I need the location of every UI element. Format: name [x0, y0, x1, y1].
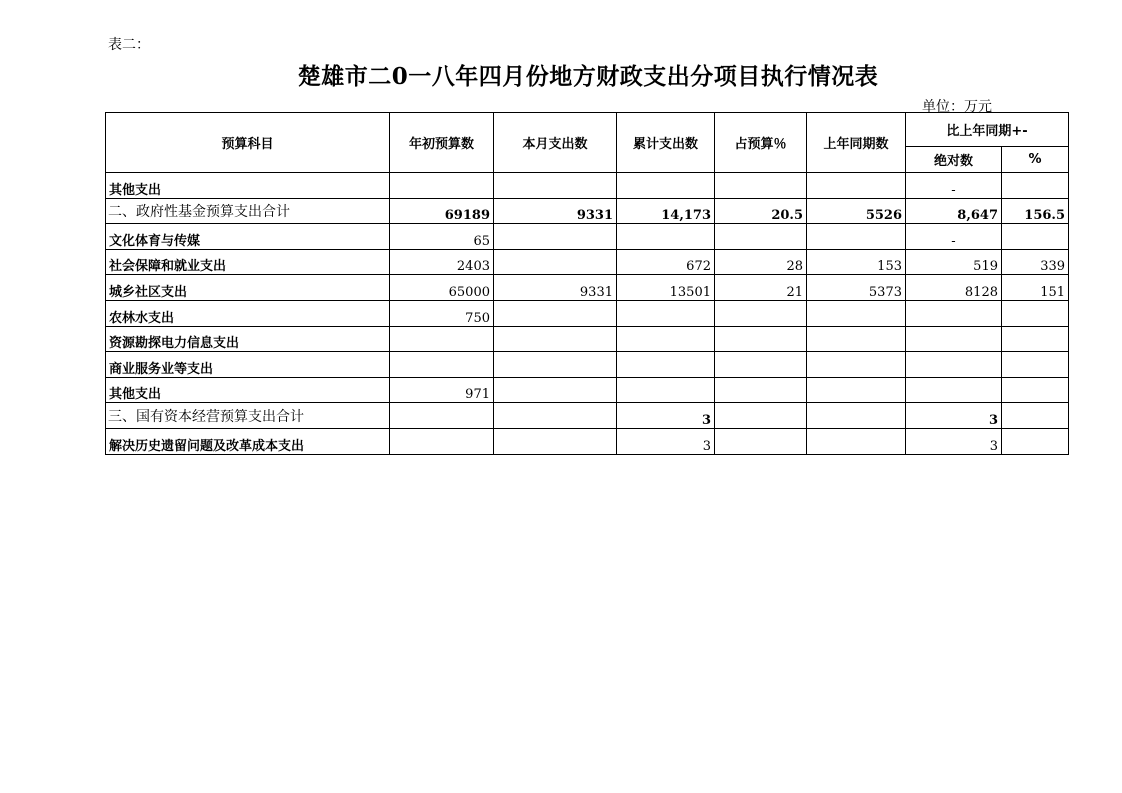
table-row [106, 326, 1069, 352]
month-spend-cell [494, 326, 617, 352]
item-name-cell: 三、国有资本经营预算支出合计 [106, 403, 390, 429]
initial-budget-cell: 69189 [390, 198, 494, 224]
header-compare: 比上年同期+- [906, 113, 1069, 147]
table-row [106, 377, 1069, 403]
month-spend-cell [494, 173, 617, 199]
last-year-cell [807, 377, 906, 403]
absolute-cell: - [906, 173, 1002, 199]
pct-cell [1002, 352, 1069, 378]
table-row [106, 403, 1069, 429]
initial-budget-cell [390, 352, 494, 378]
absolute-cell: 3 [906, 403, 1002, 429]
cumulative-cell: 14,173 [617, 198, 715, 224]
cumulative-cell [617, 300, 715, 326]
item-name-cell: 文化体育与传媒 [106, 224, 390, 250]
unit-label: 单位：万元 [922, 99, 992, 115]
header-initial-budget: 年初预算数 [390, 113, 494, 173]
pct-of-budget-cell: 21 [715, 275, 807, 301]
pct-cell: 339 [1002, 249, 1069, 275]
last-year-cell [807, 300, 906, 326]
month-spend-cell [494, 403, 617, 429]
header-month-spend: 本月支出数 [494, 113, 617, 173]
pct-cell [1002, 377, 1069, 403]
cumulative-cell: 672 [617, 249, 715, 275]
expenditure-table [105, 112, 1069, 455]
pct-cell: 156.5 [1002, 198, 1069, 224]
header-item: 预算科目 [106, 113, 390, 173]
absolute-cell: 8128 [906, 275, 1002, 301]
header-pct-of-budget: 占预算％ [715, 113, 807, 173]
pct-cell [1002, 428, 1069, 454]
table-row [106, 352, 1069, 378]
initial-budget-cell: 971 [390, 377, 494, 403]
month-spend-cell [494, 224, 617, 250]
table-row [106, 198, 1069, 224]
initial-budget-cell [390, 428, 494, 454]
last-year-cell: 5373 [807, 275, 906, 301]
item-name-cell: 城乡社区支出 [106, 275, 390, 301]
table-row [106, 275, 1069, 301]
item-name-cell: 农林水支出 [106, 300, 390, 326]
header-last-year: 上年同期数 [807, 113, 906, 173]
absolute-cell: 519 [906, 249, 1002, 275]
pct-of-budget-cell [715, 224, 807, 250]
pct-of-budget-cell: 28 [715, 249, 807, 275]
last-year-cell [807, 428, 906, 454]
page-title: 楚雄市二0一八年四月份地方财政支出分项目执行情况表 [297, 63, 879, 90]
pct-of-budget-cell [715, 377, 807, 403]
cumulative-cell: 13501 [617, 275, 715, 301]
absolute-cell [906, 377, 1002, 403]
pct-cell [1002, 300, 1069, 326]
item-name-cell: 资源勘探电力信息支出 [106, 326, 390, 352]
item-name-cell: 其他支出 [106, 377, 390, 403]
initial-budget-cell [390, 173, 494, 199]
last-year-cell: 153 [807, 249, 906, 275]
cumulative-cell [617, 352, 715, 378]
table-row [106, 428, 1069, 454]
last-year-cell [807, 173, 906, 199]
month-spend-cell [494, 428, 617, 454]
cumulative-cell: 3 [617, 428, 715, 454]
cumulative-cell [617, 173, 715, 199]
pct-of-budget-cell [715, 352, 807, 378]
pct-cell [1002, 326, 1069, 352]
pct-of-budget-cell [715, 403, 807, 429]
table-row [106, 249, 1069, 275]
table-label: 表二： [108, 37, 150, 53]
absolute-cell: 8,647 [906, 198, 1002, 224]
month-spend-cell: 9331 [494, 275, 617, 301]
cumulative-cell [617, 224, 715, 250]
header-absolute: 绝对数 [906, 147, 1002, 173]
month-spend-cell [494, 377, 617, 403]
table-row [106, 173, 1069, 199]
last-year-cell [807, 352, 906, 378]
pct-of-budget-cell [715, 173, 807, 199]
item-name-cell: 社会保障和就业支出 [106, 249, 390, 275]
last-year-cell [807, 326, 906, 352]
month-spend-cell: 9331 [494, 198, 617, 224]
initial-budget-cell: 750 [390, 300, 494, 326]
pct-of-budget-cell [715, 300, 807, 326]
item-name-cell: 商业服务业等支出 [106, 352, 390, 378]
item-name-cell: 二、政府性基金预算支出合计 [106, 198, 390, 224]
pct-of-budget-cell [715, 428, 807, 454]
item-name-cell: 其他支出 [106, 173, 390, 199]
last-year-cell [807, 224, 906, 250]
absolute-cell: - [906, 224, 1002, 250]
initial-budget-cell: 65000 [390, 275, 494, 301]
month-spend-cell [494, 300, 617, 326]
item-name-cell: 解决历史遗留问题及改革成本支出 [106, 428, 390, 454]
pct-cell: 151 [1002, 275, 1069, 301]
header-pct: % [1002, 147, 1069, 173]
initial-budget-cell: 65 [390, 224, 494, 250]
table-row [106, 224, 1069, 250]
cumulative-cell [617, 377, 715, 403]
pct-cell [1002, 224, 1069, 250]
table-body [106, 173, 1069, 455]
initial-budget-cell [390, 326, 494, 352]
absolute-cell [906, 300, 1002, 326]
last-year-cell [807, 403, 906, 429]
table-row [106, 300, 1069, 326]
absolute-cell [906, 352, 1002, 378]
pct-of-budget-cell [715, 326, 807, 352]
pct-cell [1002, 173, 1069, 199]
pct-cell [1002, 403, 1069, 429]
pct-of-budget-cell: 20.5 [715, 198, 807, 224]
absolute-cell: 3 [906, 428, 1002, 454]
initial-budget-cell: 2403 [390, 249, 494, 275]
header-cumulative: 累计支出数 [617, 113, 715, 173]
month-spend-cell [494, 249, 617, 275]
last-year-cell: 5526 [807, 198, 906, 224]
initial-budget-cell [390, 403, 494, 429]
absolute-cell [906, 326, 1002, 352]
cumulative-cell: 3 [617, 403, 715, 429]
cumulative-cell [617, 326, 715, 352]
month-spend-cell [494, 352, 617, 378]
